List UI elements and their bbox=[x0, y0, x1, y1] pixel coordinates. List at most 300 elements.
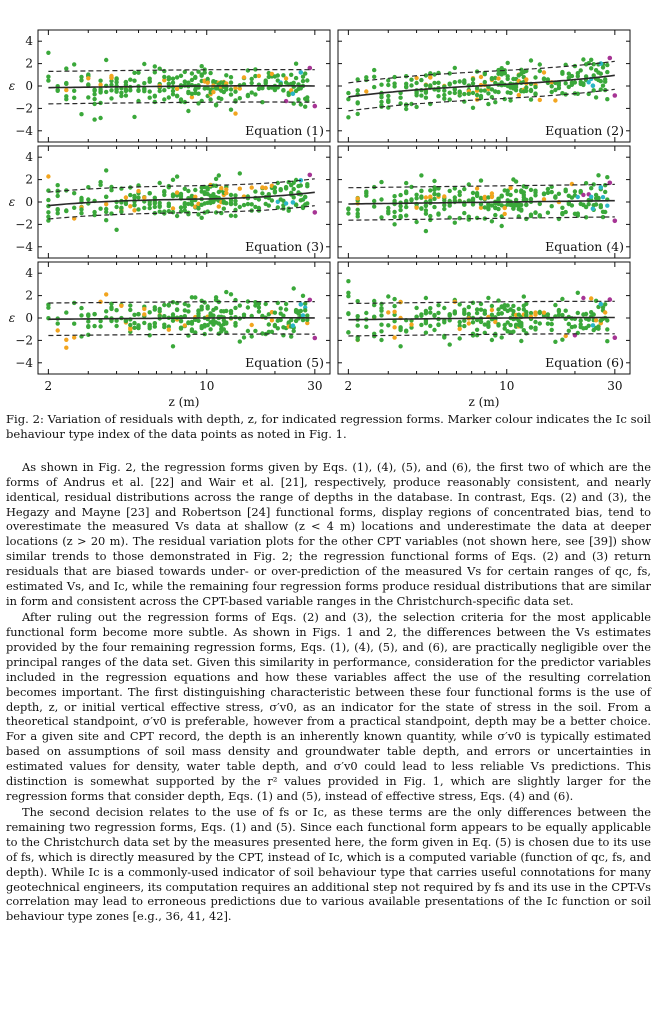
data-point bbox=[264, 302, 268, 306]
data-point bbox=[471, 91, 475, 95]
data-point bbox=[409, 83, 413, 87]
data-point bbox=[379, 95, 383, 99]
data-point bbox=[98, 180, 102, 184]
data-point bbox=[448, 82, 452, 86]
data-point bbox=[64, 338, 68, 342]
data-point bbox=[442, 194, 446, 198]
data-point bbox=[148, 326, 152, 330]
data-point bbox=[592, 312, 596, 316]
data-point bbox=[72, 62, 76, 66]
data-point bbox=[386, 310, 390, 314]
data-point bbox=[462, 187, 466, 191]
data-point bbox=[419, 323, 423, 327]
data-point bbox=[514, 179, 518, 183]
data-point bbox=[533, 313, 537, 317]
data-point bbox=[229, 87, 233, 91]
data-point bbox=[158, 205, 162, 209]
data-point bbox=[214, 184, 218, 188]
data-point bbox=[86, 197, 90, 201]
data-point bbox=[428, 195, 432, 199]
data-point bbox=[238, 339, 242, 343]
data-point bbox=[591, 207, 596, 212]
data-point bbox=[414, 193, 418, 197]
data-point bbox=[153, 201, 157, 205]
data-point bbox=[379, 313, 383, 317]
data-point bbox=[142, 307, 146, 311]
data-point bbox=[546, 322, 550, 326]
data-point bbox=[79, 313, 83, 317]
data-point bbox=[424, 83, 428, 87]
data-point bbox=[356, 323, 360, 327]
data-point bbox=[424, 96, 428, 100]
data-point bbox=[419, 206, 423, 210]
data-point bbox=[79, 306, 83, 310]
data-point bbox=[132, 71, 136, 75]
data-point bbox=[603, 302, 607, 306]
data-point bbox=[114, 324, 118, 328]
data-point bbox=[162, 88, 166, 92]
data-point bbox=[542, 311, 546, 315]
data-point bbox=[264, 81, 268, 85]
data-point bbox=[346, 279, 350, 283]
data-point bbox=[136, 326, 140, 330]
data-point bbox=[229, 214, 233, 218]
data-point bbox=[573, 324, 577, 328]
data-point bbox=[432, 188, 436, 192]
data-point bbox=[508, 98, 512, 102]
data-point bbox=[313, 104, 318, 109]
data-point bbox=[287, 93, 291, 97]
data-point bbox=[250, 202, 254, 206]
data-point bbox=[475, 307, 479, 311]
data-point bbox=[486, 102, 490, 106]
data-point bbox=[200, 216, 204, 220]
data-point bbox=[114, 205, 118, 209]
data-point bbox=[190, 327, 194, 331]
data-point bbox=[594, 95, 598, 99]
data-point bbox=[462, 308, 466, 312]
data-point bbox=[564, 210, 568, 214]
data-point bbox=[296, 97, 300, 101]
data-point bbox=[533, 75, 537, 79]
data-point bbox=[193, 188, 197, 192]
data-point bbox=[211, 313, 215, 317]
data-point bbox=[613, 219, 618, 224]
data-point bbox=[257, 305, 261, 309]
data-point bbox=[458, 336, 462, 340]
data-point bbox=[292, 187, 296, 191]
data-point bbox=[303, 195, 307, 199]
data-point bbox=[294, 62, 298, 66]
data-point bbox=[379, 329, 383, 333]
data-point bbox=[424, 320, 428, 324]
data-point bbox=[428, 83, 432, 87]
data-point bbox=[524, 310, 528, 314]
data-point bbox=[475, 328, 479, 332]
data-point bbox=[448, 91, 452, 95]
data-point bbox=[303, 308, 307, 312]
x-axis-label: z (m) bbox=[468, 395, 500, 409]
data-point bbox=[605, 70, 609, 74]
data-point bbox=[490, 195, 494, 199]
data-point bbox=[462, 92, 466, 96]
data-point bbox=[458, 79, 462, 83]
data-point bbox=[128, 78, 132, 82]
data-point bbox=[414, 206, 418, 210]
data-point bbox=[301, 294, 305, 298]
data-point bbox=[511, 304, 515, 308]
data-point bbox=[301, 313, 305, 317]
data-point bbox=[587, 202, 591, 206]
data-point bbox=[104, 195, 108, 199]
data-point bbox=[276, 326, 280, 330]
data-point bbox=[490, 308, 494, 312]
data-point bbox=[519, 203, 523, 207]
data-point bbox=[158, 89, 162, 93]
data-point bbox=[519, 339, 523, 343]
data-point bbox=[522, 294, 526, 298]
data-point bbox=[414, 81, 418, 85]
data-point bbox=[273, 323, 277, 327]
data-point bbox=[414, 105, 418, 109]
data-point bbox=[171, 81, 175, 85]
data-point bbox=[279, 306, 283, 310]
data-point bbox=[475, 194, 479, 198]
data-point bbox=[92, 324, 96, 328]
data-point bbox=[171, 210, 175, 214]
data-point bbox=[250, 185, 254, 189]
data-point bbox=[424, 309, 428, 313]
data-point bbox=[372, 68, 376, 72]
data-point bbox=[356, 208, 360, 212]
data-point bbox=[162, 193, 166, 197]
lower-band bbox=[348, 217, 614, 220]
data-point bbox=[104, 292, 108, 296]
data-point bbox=[211, 90, 215, 94]
data-point bbox=[175, 94, 179, 98]
data-point bbox=[167, 202, 171, 206]
data-point bbox=[573, 189, 577, 193]
data-point bbox=[175, 174, 179, 178]
data-point bbox=[448, 203, 452, 207]
data-point bbox=[356, 112, 360, 116]
data-point bbox=[479, 178, 483, 182]
data-point bbox=[419, 173, 423, 177]
data-point bbox=[356, 314, 360, 318]
data-point bbox=[284, 307, 288, 311]
data-point bbox=[289, 73, 293, 77]
data-point bbox=[206, 209, 210, 213]
data-point bbox=[109, 185, 113, 189]
data-point bbox=[462, 99, 466, 103]
data-point bbox=[605, 339, 609, 343]
data-point bbox=[153, 307, 157, 311]
data-point bbox=[250, 77, 254, 81]
data-point bbox=[186, 189, 190, 193]
data-point bbox=[364, 194, 368, 198]
data-point bbox=[550, 90, 554, 94]
data-point bbox=[458, 320, 462, 324]
data-point bbox=[436, 94, 440, 98]
data-point bbox=[167, 82, 171, 86]
data-point bbox=[475, 93, 479, 97]
data-point bbox=[281, 88, 285, 92]
data-point bbox=[493, 213, 497, 217]
data-point bbox=[299, 302, 304, 307]
equation-label: Equation (2) bbox=[545, 123, 624, 138]
data-point bbox=[224, 320, 228, 324]
data-point bbox=[200, 307, 204, 311]
data-point bbox=[136, 312, 140, 316]
data-point bbox=[557, 309, 561, 313]
data-point bbox=[175, 307, 179, 311]
data-point bbox=[564, 309, 568, 313]
data-point bbox=[136, 195, 140, 199]
data-point bbox=[471, 191, 475, 195]
data-point bbox=[424, 331, 428, 335]
data-point bbox=[119, 210, 123, 214]
data-point bbox=[119, 206, 123, 210]
data-point bbox=[284, 201, 288, 205]
data-point bbox=[496, 207, 500, 211]
data-point bbox=[508, 323, 512, 327]
data-point bbox=[458, 327, 462, 331]
data-point bbox=[132, 326, 136, 330]
data-point bbox=[567, 322, 571, 326]
data-point bbox=[550, 322, 554, 326]
data-point bbox=[508, 193, 512, 197]
data-point bbox=[193, 295, 197, 299]
data-point bbox=[171, 319, 175, 323]
data-point bbox=[546, 187, 550, 191]
data-point bbox=[560, 70, 564, 74]
data-point bbox=[483, 312, 487, 316]
data-point bbox=[56, 89, 60, 93]
data-point bbox=[392, 325, 396, 329]
data-point bbox=[605, 97, 609, 101]
data-point bbox=[514, 189, 518, 193]
data-point bbox=[196, 311, 200, 315]
data-point bbox=[124, 202, 128, 206]
data-point bbox=[524, 203, 528, 207]
data-point bbox=[92, 117, 96, 121]
data-point bbox=[522, 193, 526, 197]
data-point bbox=[538, 98, 542, 102]
data-point bbox=[98, 90, 102, 94]
data-point bbox=[284, 76, 288, 80]
data-point bbox=[453, 221, 457, 225]
data-point bbox=[224, 201, 228, 205]
panel-equation-4 bbox=[338, 146, 630, 258]
data-point bbox=[364, 311, 368, 315]
data-point bbox=[428, 306, 432, 310]
data-point bbox=[136, 189, 140, 193]
data-point bbox=[490, 304, 494, 308]
y-tick-label: 0 bbox=[25, 311, 33, 325]
data-point bbox=[224, 309, 228, 313]
x-tick-label: 10 bbox=[499, 379, 515, 393]
data-point bbox=[436, 193, 440, 197]
data-point bbox=[386, 323, 390, 327]
data-point bbox=[142, 312, 146, 316]
data-point bbox=[529, 325, 533, 329]
data-point bbox=[553, 340, 557, 344]
data-point bbox=[186, 303, 190, 307]
data-point bbox=[79, 207, 83, 211]
data-point bbox=[500, 194, 504, 198]
data-point bbox=[471, 320, 475, 324]
data-point bbox=[471, 197, 475, 201]
data-point bbox=[364, 75, 368, 79]
data-point bbox=[594, 318, 598, 322]
data-point bbox=[486, 320, 490, 324]
data-point bbox=[291, 323, 296, 328]
data-point bbox=[64, 88, 68, 92]
data-point bbox=[424, 203, 428, 207]
data-point bbox=[576, 311, 580, 315]
data-point bbox=[229, 292, 233, 296]
data-point bbox=[589, 296, 593, 300]
data-point bbox=[356, 212, 360, 216]
data-point bbox=[233, 202, 237, 206]
data-point bbox=[404, 82, 408, 86]
panel-equation-1 bbox=[9, 30, 330, 142]
data-point bbox=[270, 318, 274, 322]
data-point bbox=[292, 81, 296, 85]
data-point bbox=[104, 90, 108, 94]
data-point bbox=[589, 195, 593, 199]
data-point bbox=[250, 81, 254, 85]
data-point bbox=[257, 74, 261, 78]
data-point bbox=[148, 89, 152, 93]
data-point bbox=[436, 311, 440, 315]
data-point bbox=[596, 196, 600, 200]
data-point bbox=[186, 309, 190, 313]
data-point bbox=[305, 182, 309, 186]
data-point bbox=[458, 91, 462, 95]
data-point bbox=[158, 314, 162, 318]
data-point bbox=[233, 111, 237, 115]
data-point bbox=[72, 206, 76, 210]
data-point bbox=[428, 218, 432, 222]
data-point bbox=[128, 204, 132, 208]
data-point bbox=[260, 191, 264, 195]
data-point bbox=[64, 310, 68, 314]
data-point bbox=[603, 183, 607, 187]
data-point bbox=[479, 196, 483, 200]
panel-equation-2 bbox=[338, 30, 630, 142]
data-point bbox=[292, 195, 296, 199]
data-point bbox=[158, 309, 162, 313]
data-point bbox=[471, 333, 475, 337]
equation-label: Equation (5) bbox=[245, 355, 324, 370]
data-point bbox=[356, 101, 360, 105]
data-point bbox=[462, 80, 466, 84]
data-point bbox=[560, 313, 564, 317]
equation-label: Equation (1) bbox=[245, 123, 324, 138]
data-point bbox=[346, 211, 350, 215]
data-point bbox=[458, 190, 462, 194]
data-point bbox=[601, 84, 605, 88]
data-point bbox=[64, 82, 68, 86]
data-point bbox=[432, 192, 436, 196]
data-point bbox=[529, 213, 533, 217]
data-point bbox=[92, 92, 96, 96]
data-point bbox=[613, 93, 618, 98]
data-point bbox=[553, 98, 557, 102]
data-point bbox=[219, 97, 223, 101]
data-point bbox=[171, 77, 175, 81]
paragraph-2: After ruling out the regression forms of Eqs. (2) and (3), the selection criteria for the most applicable functional form become more subtle. As shown in Figs. 1 and 2, the differences between the Vs estimates provided by the four remaining regression forms, Eqs. (1), (4), (5), and (6), are practically negligible over the principal ranges of the data set. Given this similarity in performance, consideration for the predictor variables included in the regression equations and how these variables affect the use of the resulting correlation becomes important. The first distinguishing characteristic between these four functional forms is the use of depth, z, or initial vertical effective stress, σ′v0, as an indicator for the state of stress in the soil. From a theoretical standpoint, σ′v0 is preferable, however from a practical standpoint, depth may be a better choice. For a given site and CPT record, the depth is an inherently known quantity, while σ′v0 is typically estimated based on assumptions of soil mass density and groundwater table depth, and errors or uncertainties in estimated values for density, water table depth, and σ′v0 could lead to less reliable Vs predictions. This distinction is somewhat supported by the r² values provided in Fig. 1, which are slightly larger for the regression forms that consider depth, Eqs. (1) and (5), instead of effective stress, Eqs. (4) and (6). bbox=[6, 610, 651, 803]
data-point bbox=[553, 194, 557, 198]
data-point bbox=[542, 191, 546, 195]
data-point bbox=[148, 96, 152, 100]
data-point bbox=[587, 324, 591, 328]
data-point bbox=[356, 299, 360, 303]
data-point bbox=[581, 57, 585, 61]
data-point bbox=[242, 203, 246, 207]
data-point bbox=[46, 198, 50, 202]
data-point bbox=[448, 189, 452, 193]
data-point bbox=[305, 95, 309, 99]
equation-label: Equation (4) bbox=[545, 239, 624, 254]
data-point bbox=[238, 187, 242, 191]
data-point bbox=[153, 64, 157, 68]
figure-caption: Fig. 2: Variation of residuals with depth, z, for indicated regression forms. Marker colour indicates the Ic soil behaviour type index of the data points as noted in Fig. 1. bbox=[6, 412, 651, 442]
data-point bbox=[392, 304, 396, 308]
data-point bbox=[424, 229, 428, 233]
data-point bbox=[229, 309, 233, 313]
data-point bbox=[564, 189, 568, 193]
data-point bbox=[372, 199, 376, 203]
data-point bbox=[500, 311, 504, 315]
data-point bbox=[436, 212, 440, 216]
data-point bbox=[581, 296, 585, 300]
data-point bbox=[533, 92, 537, 96]
data-point bbox=[398, 325, 402, 329]
data-point bbox=[599, 302, 604, 307]
data-point bbox=[436, 81, 440, 85]
data-point bbox=[517, 93, 521, 97]
data-point bbox=[72, 335, 76, 339]
data-point bbox=[414, 220, 418, 224]
data-point bbox=[264, 186, 268, 190]
data-point bbox=[599, 185, 604, 190]
data-point bbox=[467, 217, 471, 221]
residual-plots bbox=[0, 0, 657, 412]
data-point bbox=[179, 319, 183, 323]
data-point bbox=[124, 93, 128, 97]
data-point bbox=[346, 294, 350, 298]
data-point bbox=[301, 79, 305, 83]
y-axis-label: ε bbox=[8, 195, 16, 209]
data-point bbox=[432, 313, 436, 317]
data-point bbox=[356, 196, 360, 200]
data-point bbox=[404, 205, 408, 209]
data-point bbox=[276, 73, 280, 77]
data-point bbox=[56, 321, 60, 325]
data-point bbox=[162, 97, 166, 101]
x-tick-label: 10 bbox=[199, 379, 215, 393]
data-point bbox=[533, 85, 537, 89]
data-point bbox=[86, 319, 90, 323]
data-point bbox=[132, 79, 136, 83]
data-point bbox=[86, 76, 90, 80]
data-point bbox=[179, 326, 183, 330]
data-point bbox=[442, 88, 446, 92]
data-point bbox=[579, 318, 583, 322]
data-point bbox=[503, 212, 507, 216]
